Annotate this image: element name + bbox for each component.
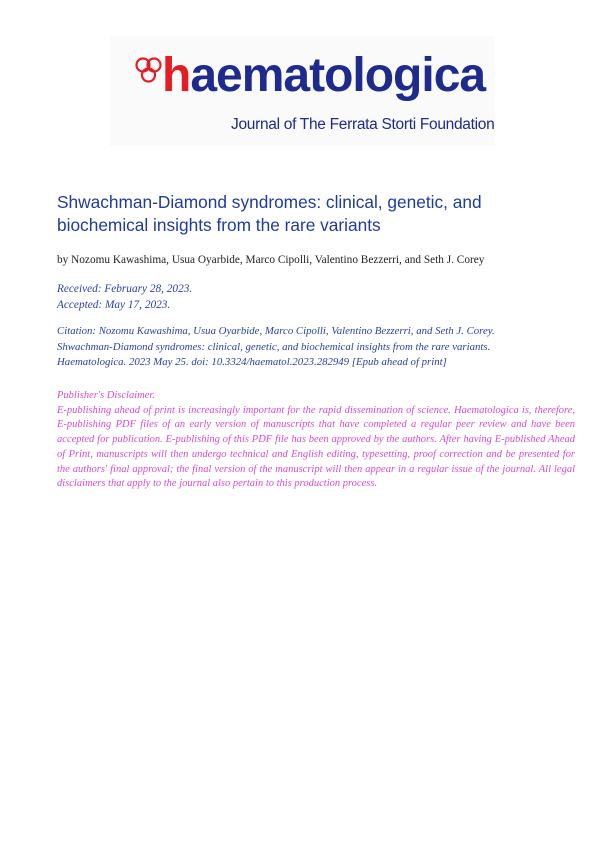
haematologica-emblem-icon <box>132 56 166 86</box>
journal-logo <box>110 36 495 146</box>
journal-name-first-letter: h <box>162 49 191 102</box>
citation-line: Shwachman-Diamond syndromes: clinical, genetic, and biochemical insights from the rare variants. <box>57 340 491 353</box>
journal-name <box>162 48 485 104</box>
journal-tagline: Journal of The Ferrata Storti Foundation <box>231 116 495 133</box>
journal-name-rest: aematologica <box>190 49 486 102</box>
article-title: Shwachman-Diamond syndromes: clinical, genetic, and biochemical insights from the rare variants <box>57 192 482 235</box>
accepted-date: Accepted: May 17, 2023. <box>57 299 171 311</box>
disclaimer-heading: Publisher's Disclaimer. <box>57 390 155 401</box>
article-citation <box>57 324 547 371</box>
citation-line: Haematologica. 2023 May 25. doi: 10.3324/haematol.2023.282949 [Epub ahead of print] <box>57 356 447 368</box>
publisher-disclaimer <box>57 389 575 492</box>
received-date: Received: February 28, 2023. <box>57 283 193 295</box>
disclaimer-body: E-publishing ahead of print is increasingly important for the rapid dissemination of science. Haematologica is, therefore, E-publishing PDF files of an early version of manuscripts that have completed a regular peer review and have been accepted for publication. E-publishing of this PDF file has been approved by the authors. After having E-published Ahead of Print, manuscripts will then undergo technical and English editing, typesetting, proof correction and be presented for the authors' final approval; the final version of the manuscript will then appear in a regular issue of the journal. All legal disclaimers that apply to the journal also pertain to this production process. <box>57 404 575 490</box>
article-authors: by Nozomu Kawashima, Usua Oyarbide, Marco Cipolli, Valentino Bezzerri, and Seth J. Corey <box>57 254 485 266</box>
article-dates <box>57 281 192 313</box>
citation-line: Citation: Nozomu Kawashima, Usua Oyarbide, Marco Cipolli, Valentino Bezzerri, and Seth J. Corey. <box>57 325 495 337</box>
